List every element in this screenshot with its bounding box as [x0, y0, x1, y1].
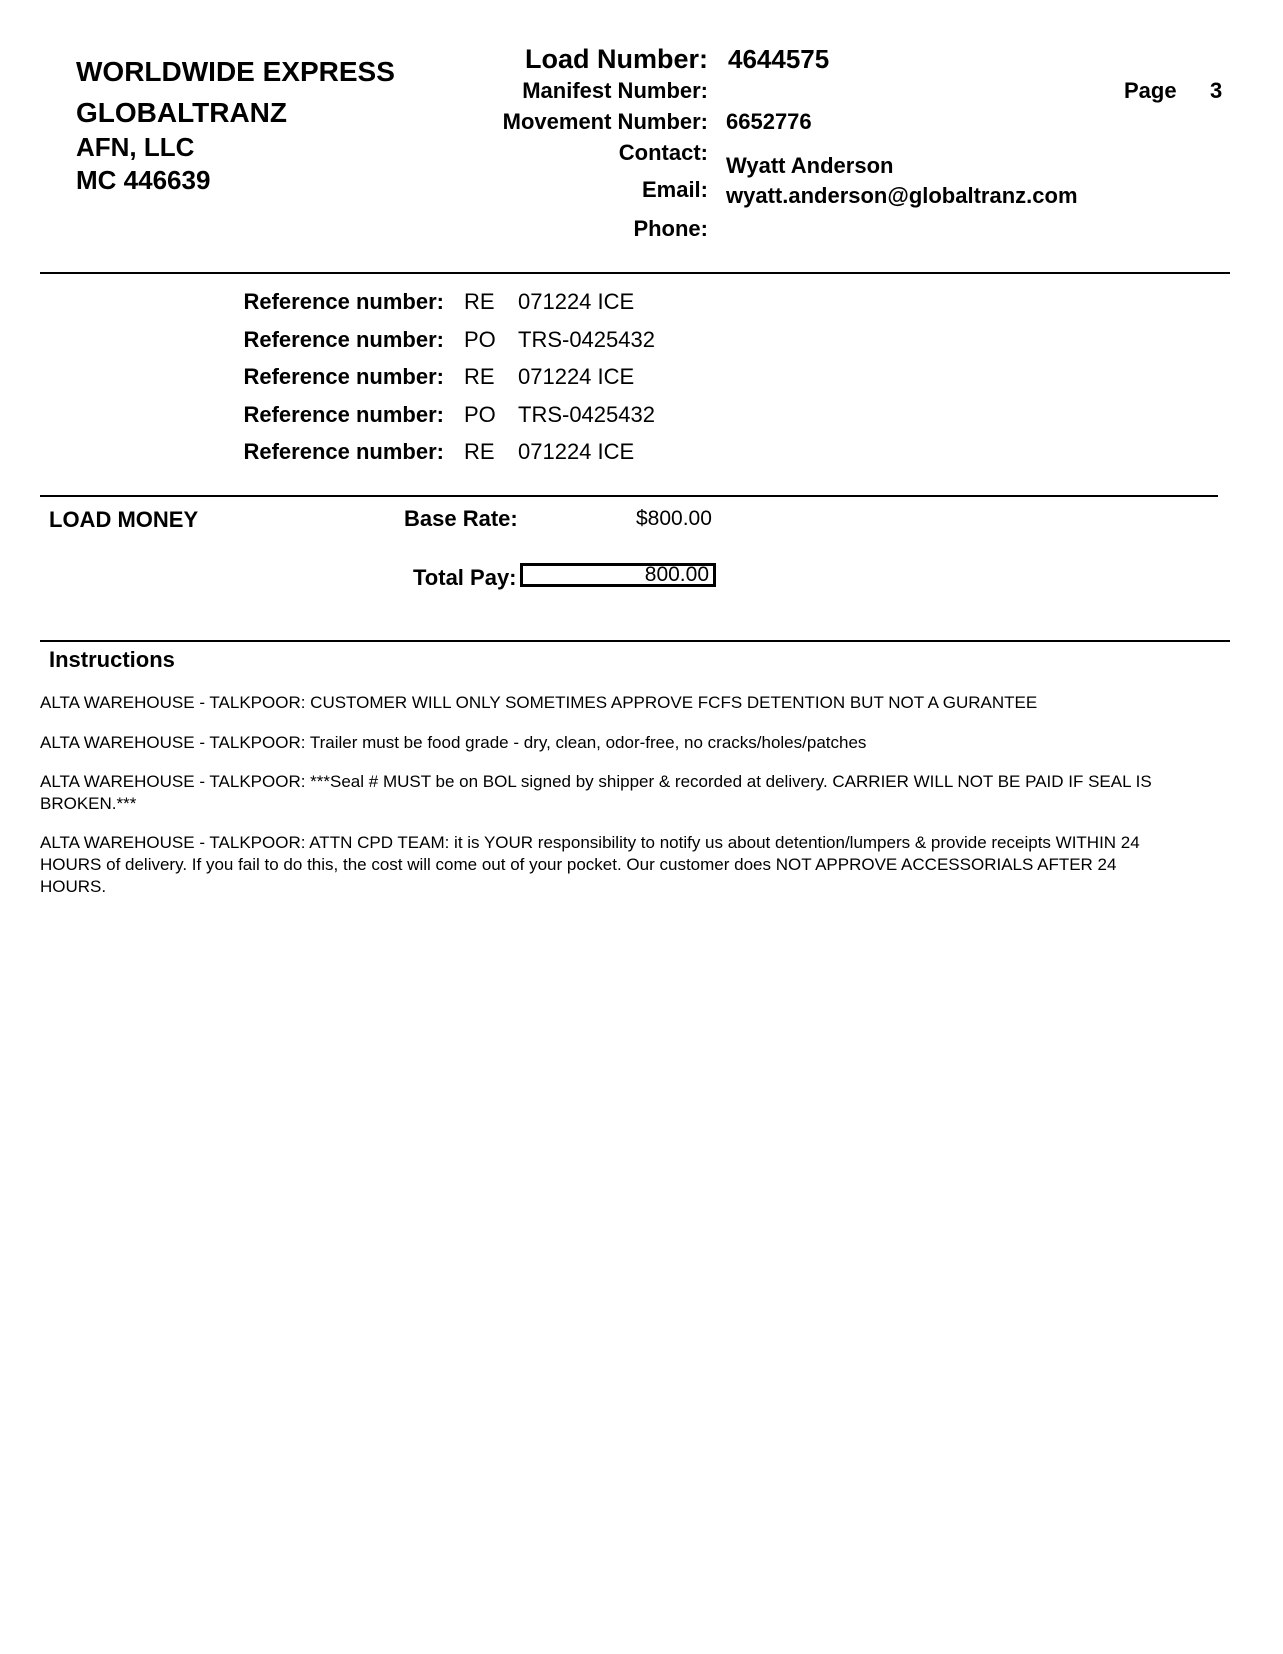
base-rate-value: $800.00 — [636, 507, 712, 530]
email-label: Email: — [641, 177, 708, 202]
company-mc-number: MC 446639 — [76, 165, 211, 195]
total-pay-box — [520, 563, 716, 587]
phone-label: Phone: — [633, 216, 708, 241]
reference-code: PO — [464, 327, 496, 352]
reference-label: Reference number: — [243, 289, 444, 314]
reference-code: RE — [464, 439, 495, 464]
money-divider — [40, 495, 1218, 497]
reference-code: RE — [464, 364, 495, 389]
load-money-title: LOAD MONEY — [49, 507, 199, 532]
contact-value: Wyatt Anderson — [726, 153, 894, 178]
total-pay-value: 800.00 — [644, 563, 709, 586]
reference-value: 071224 ICE — [518, 364, 635, 389]
email-value: wyatt.anderson@globaltranz.com — [726, 183, 1078, 208]
reference-code: RE — [464, 289, 495, 314]
reference-label: Reference number: — [243, 402, 444, 427]
movement-number-label: Movement Number: — [502, 109, 708, 134]
contact-label: Contact: — [618, 140, 708, 165]
total-pay-label: Total Pay: — [413, 565, 517, 590]
reference-value: 071224 ICE — [518, 289, 635, 314]
movement-number-value: 6652776 — [726, 109, 812, 134]
reference-label: Reference number: — [243, 327, 444, 352]
company-name-line-2: GLOBALTRANZ — [76, 97, 287, 128]
instructions-divider — [40, 640, 1230, 642]
reference-value: 071224 ICE — [518, 439, 635, 464]
company-name-line-3: AFN, LLC — [76, 132, 195, 162]
instruction-item: ALTA WAREHOUSE - TALKPOOR: Trailer must be food grade - dry, clean, odor-free, no cracks/holes/patches — [40, 733, 867, 752]
header-divider — [40, 272, 1230, 274]
instruction-item: ALTA WAREHOUSE - TALKPOOR: ***Seal # MUST be on BOL signed by shipper & recorded at delivery. CARRIER WILL NOT BE PAID IF SEAL IS BROKEN.*** — [40, 772, 1152, 813]
manifest-number-label: Manifest Number: — [522, 78, 708, 103]
company-name-line-1: WORLDWIDE EXPRESS — [76, 56, 395, 87]
instruction-item: ALTA WAREHOUSE - TALKPOOR: ATTN CPD TEAM: it is YOUR responsibility to notify us about detention/lumpers & provide receipts WITHIN 24 HOURS of delivery. If you fail to do this, the cost will come out of your pocket. Our customer does NOT APPROVE ACCESSORIALS AFTER 24 HOURS. — [40, 833, 1140, 896]
reference-value: TRS-0425432 — [518, 327, 655, 352]
page-number: 3 — [1210, 78, 1223, 103]
load-number-value: 4644575 — [728, 44, 830, 74]
base-rate-label: Base Rate: — [404, 506, 518, 531]
reference-code: PO — [464, 402, 496, 427]
instructions-title: Instructions — [49, 647, 175, 672]
reference-label: Reference number: — [243, 364, 444, 389]
load-number-label: Load Number: — [524, 44, 708, 74]
reference-label: Reference number: — [243, 439, 444, 464]
page-label: Page — [1124, 78, 1177, 103]
reference-value: TRS-0425432 — [518, 402, 655, 427]
instruction-item: ALTA WAREHOUSE - TALKPOOR: CUSTOMER WILL ONLY SOMETIMES APPROVE FCFS DETENTION BUT NOT A GURANTEE — [40, 693, 1038, 712]
